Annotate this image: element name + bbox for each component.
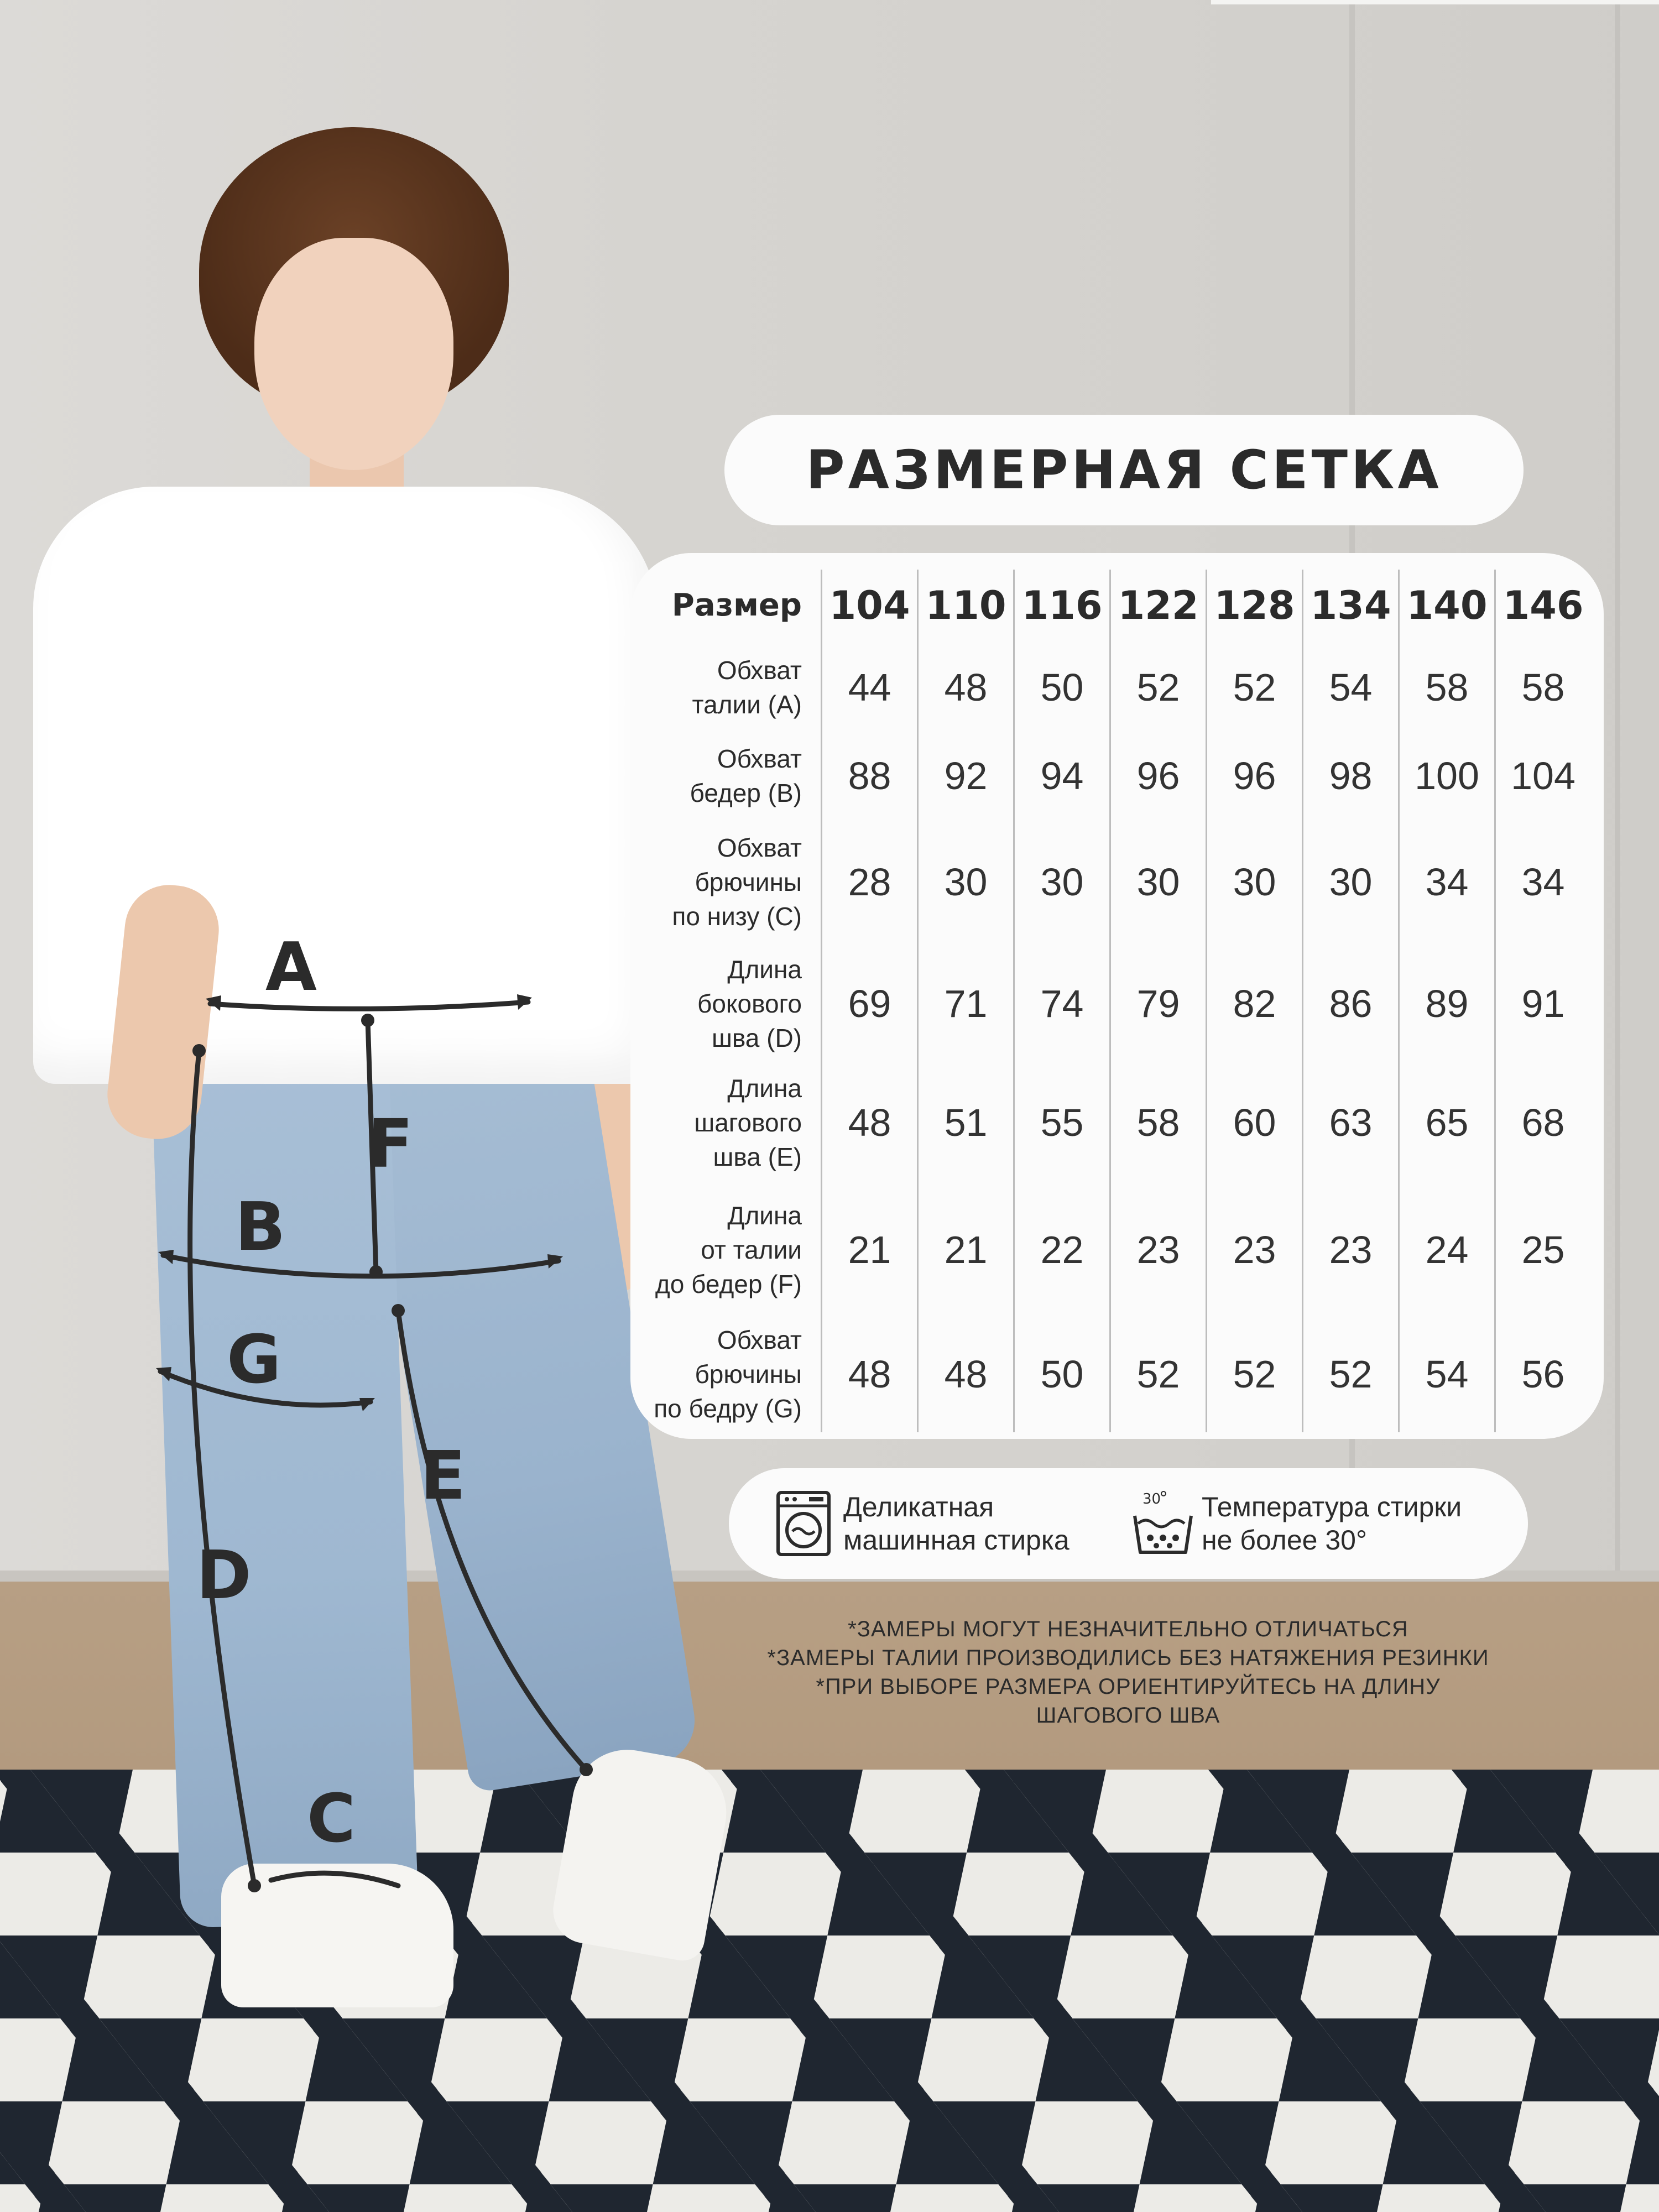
size-table-cell: 30 <box>1109 818 1206 946</box>
size-header-cell: 116 <box>1013 570 1109 641</box>
size-table-cell: 94 <box>1013 730 1109 821</box>
size-table-cell: 54 <box>1398 1316 1494 1432</box>
size-row-label <box>630 1183 821 1316</box>
size-header-cell: 122 <box>1109 570 1206 641</box>
size-table-cell: 22 <box>1013 1183 1109 1316</box>
measure-letter-e: E <box>420 1438 466 1515</box>
size-row-label-line: брючины <box>695 868 802 896</box>
title-pill <box>724 415 1524 525</box>
measure-letter-d: D <box>196 1537 252 1614</box>
size-table-cell: 104 <box>1494 730 1590 821</box>
size-table-cell: 24 <box>1398 1183 1494 1316</box>
size-row-label <box>630 1316 821 1432</box>
size-table-cell: 60 <box>1206 1062 1302 1183</box>
size-row-label-line: Обхват <box>717 655 802 685</box>
size-table-row <box>630 730 1604 821</box>
size-table-row <box>630 1183 1604 1316</box>
size-table-cell: 25 <box>1494 1183 1590 1316</box>
size-header-cell: 104 <box>821 570 917 641</box>
size-table-cell: 63 <box>1302 1062 1398 1183</box>
size-table-row <box>630 946 1604 1062</box>
size-row-label-line: по бедру (G) <box>654 1394 802 1423</box>
size-table-cell: 50 <box>1013 641 1109 733</box>
size-row-label-line: Обхват <box>717 744 802 773</box>
size-table-cell: 58 <box>1494 641 1590 733</box>
note-line: *ЗАМЕРЫ МОГУТ НЕЗНАЧИТЕЛЬНО ОТЛИЧАТЬСЯ <box>848 1617 1408 1641</box>
size-table-cell: 71 <box>917 946 1013 1062</box>
measure-letter-g: G <box>227 1322 281 1399</box>
size-header-row <box>630 570 1604 641</box>
size-table-cell: 30 <box>1206 818 1302 946</box>
measurement-notes <box>719 1615 1537 1730</box>
size-table-row <box>630 1062 1604 1183</box>
note-line: ШАГОВОГО ШВА <box>1036 1703 1220 1728</box>
size-table-cell: 52 <box>1109 1316 1206 1432</box>
wash-30-degrees-icon <box>1133 1490 1193 1557</box>
size-table <box>630 553 1604 1439</box>
note-line: *ЗАМЕРЫ ТАЛИИ ПРОИЗВОДИЛИСЬ БЕЗ НАТЯЖЕНИЯ РЕЗИНКИ <box>767 1646 1489 1670</box>
size-table-cell: 52 <box>1109 641 1206 733</box>
size-table-cell: 89 <box>1398 946 1494 1062</box>
size-row-label-line: шагового <box>694 1108 802 1137</box>
size-table-cell: 82 <box>1206 946 1302 1062</box>
size-header-cell: 140 <box>1398 570 1494 641</box>
size-table-cell: 68 <box>1494 1062 1590 1183</box>
measure-letter-b: B <box>235 1189 286 1266</box>
size-table-cell: 28 <box>821 818 917 946</box>
size-table-cell: 23 <box>1302 1183 1398 1316</box>
size-table-cell: 52 <box>1206 1316 1302 1432</box>
size-table-row <box>630 1316 1604 1432</box>
size-table-cell: 65 <box>1398 1062 1494 1183</box>
size-table-cell: 21 <box>917 1183 1013 1316</box>
size-table-cell: 30 <box>917 818 1013 946</box>
size-table-cell: 21 <box>821 1183 917 1316</box>
size-row-label-line: Длина <box>727 1201 802 1230</box>
care-text-line: не более 30° <box>1202 1525 1367 1556</box>
size-row-label <box>630 946 821 1062</box>
size-table-cell: 52 <box>1206 641 1302 733</box>
size-row-label <box>630 1062 821 1183</box>
size-table-cell: 100 <box>1398 730 1494 821</box>
size-row-label-line: бедер (В) <box>690 778 802 807</box>
temp-badge-text: 30 <box>1142 1491 1161 1507</box>
size-table-row <box>630 641 1604 733</box>
size-row-label-line: Обхват <box>717 833 802 862</box>
size-row-label-line: шва (D) <box>711 1024 802 1052</box>
care-text-line: машинная стирка <box>843 1525 1070 1556</box>
size-table-cell: 50 <box>1013 1316 1109 1432</box>
size-row-label-line: Длина <box>727 1074 802 1103</box>
size-header-cell: 146 <box>1494 570 1590 641</box>
size-table-cell: 69 <box>821 946 917 1062</box>
size-row-label <box>630 730 821 821</box>
note-line: *ПРИ ВЫБОРЕ РАЗМЕРА ОРИЕНТИРУЙТЕСЬ НА ДЛИНУ <box>816 1674 1441 1699</box>
size-table-cell: 52 <box>1302 1316 1398 1432</box>
size-table-cell: 96 <box>1109 730 1206 821</box>
size-header-cell: 110 <box>917 570 1013 641</box>
size-header-cell: 134 <box>1302 570 1398 641</box>
size-table-cell: 48 <box>821 1062 917 1183</box>
size-table-cell: 79 <box>1109 946 1206 1062</box>
size-table-cell: 54 <box>1302 641 1398 733</box>
care-text-line: Температура стирки <box>1202 1491 1462 1522</box>
size-header-label: Размер <box>671 587 802 623</box>
wall-panel-line <box>1615 0 1620 1593</box>
size-table-cell: 34 <box>1398 818 1494 946</box>
size-table-cell: 30 <box>1302 818 1398 946</box>
size-header-cell: 128 <box>1206 570 1302 641</box>
size-table-cell: 58 <box>1109 1062 1206 1183</box>
size-table-cell: 88 <box>821 730 917 821</box>
size-row-label <box>630 641 821 733</box>
size-table-cell: 86 <box>1302 946 1398 1062</box>
washing-machine-icon <box>776 1490 831 1557</box>
size-table-cell: 58 <box>1398 641 1494 733</box>
size-table-cell: 92 <box>917 730 1013 821</box>
size-row-label-line: до бедер (F) <box>655 1270 802 1298</box>
size-table-cell: 48 <box>917 641 1013 733</box>
care-text-temperature <box>1202 1490 1462 1557</box>
size-table-cell: 34 <box>1494 818 1590 946</box>
size-row-label-line: Обхват <box>717 1326 802 1354</box>
size-table-cell: 91 <box>1494 946 1590 1062</box>
care-text-line: Деликатная <box>843 1491 994 1522</box>
size-table-cell: 96 <box>1206 730 1302 821</box>
size-row-label-line: по низу (С) <box>672 902 802 931</box>
page-title: РАЗМЕРНАЯ СЕТКА <box>806 439 1442 501</box>
size-table-cell: 48 <box>917 1316 1013 1432</box>
size-row-label-line: Длина <box>727 955 802 984</box>
care-text-delicate <box>843 1490 1070 1557</box>
care-instructions-pill <box>729 1468 1528 1579</box>
size-table-cell: 56 <box>1494 1316 1590 1432</box>
size-table-row <box>630 818 1604 946</box>
size-table-cell: 74 <box>1013 946 1109 1062</box>
measure-letter-a: A <box>265 929 317 1006</box>
size-table-card <box>630 553 1604 1439</box>
size-table-cell: 55 <box>1013 1062 1109 1183</box>
size-row-label <box>630 818 821 946</box>
measure-letter-f: F <box>368 1106 413 1183</box>
size-row-label-line: бокового <box>697 989 802 1018</box>
size-row-label-line: брючины <box>695 1360 802 1389</box>
size-table-cell: 51 <box>917 1062 1013 1183</box>
measure-letter-c: C <box>307 1781 356 1858</box>
size-table-cell: 48 <box>821 1316 917 1432</box>
size-table-cell: 44 <box>821 641 917 733</box>
size-row-label-line: от талии <box>701 1235 802 1264</box>
size-row-label-line: шва (Е) <box>713 1142 802 1171</box>
size-table-cell: 98 <box>1302 730 1398 821</box>
size-table-cell: 30 <box>1013 818 1109 946</box>
size-row-label-line: талии (А) <box>692 690 802 719</box>
size-table-cell: 23 <box>1109 1183 1206 1316</box>
top-edge-strip <box>1211 0 1659 4</box>
size-table-cell: 23 <box>1206 1183 1302 1316</box>
